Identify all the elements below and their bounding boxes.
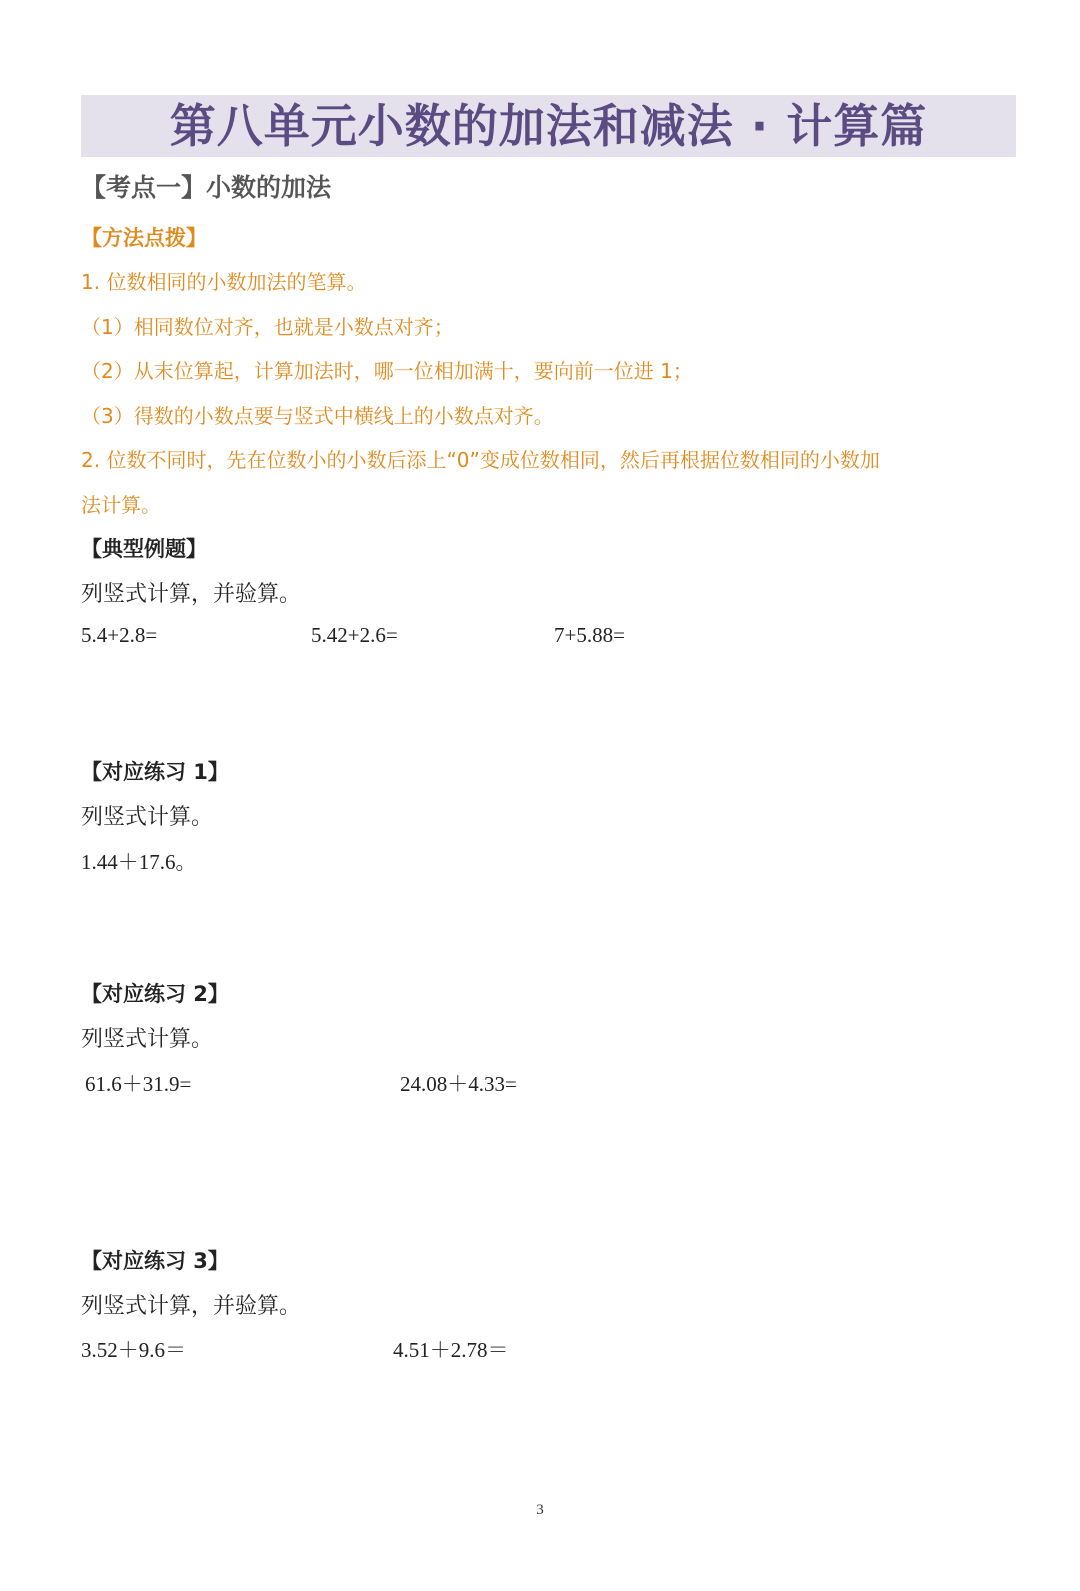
page-title: 第八单元小数的加法和减法 · 计算篇	[169, 99, 928, 153]
practice2-label: 【对应练习 2】	[81, 982, 229, 1006]
practice1-problem: 1.44＋17.6。	[81, 850, 197, 874]
title-banner	[81, 95, 1016, 157]
practice3-problem: 4.51＋2.78＝	[393, 1338, 509, 1362]
method-line: （1）相同数位对齐，也就是小数点对齐；	[81, 315, 454, 339]
practice2-problem: 24.08＋4.33=	[400, 1072, 517, 1096]
method-line: （3）得数的小数点要与竖式中横线上的小数点对齐。	[81, 404, 554, 428]
practice1-instruction: 列竖式计算。	[81, 805, 214, 830]
method-label: 【方法点拨】	[81, 226, 207, 250]
example-label: 【典型例题】	[81, 537, 207, 561]
practice3-label: 【对应练习 3】	[81, 1249, 229, 1273]
example-problem: 7+5.88=	[554, 623, 625, 647]
example-instruction: 列竖式计算，并验算。	[81, 582, 302, 607]
method-line: （2）从末位算起，计算加法时，哪一位相加满十，要向前一位进 1；	[81, 359, 693, 383]
method-line: 法计算。	[81, 493, 161, 517]
practice3-instruction: 列竖式计算，并验算。	[81, 1294, 302, 1319]
section-heading: 【考点一】小数的加法	[81, 173, 332, 202]
example-problem: 5.4+2.8=	[81, 623, 158, 647]
practice1-label: 【对应练习 1】	[81, 760, 229, 784]
practice3-problem: 3.52＋9.6＝	[81, 1338, 186, 1362]
practice2-problem: 61.6＋31.9=	[85, 1072, 192, 1096]
method-line: 1. 位数相同的小数加法的笔算。	[81, 270, 367, 294]
method-line: 2. 位数不同时，先在位数小的小数后添上“0”变成位数相同，然后再根据位数相同的小数加	[81, 448, 880, 472]
page-number: 3	[536, 1502, 544, 1518]
example-problem: 5.42+2.6=	[311, 623, 398, 647]
practice2-instruction: 列竖式计算。	[81, 1027, 214, 1052]
